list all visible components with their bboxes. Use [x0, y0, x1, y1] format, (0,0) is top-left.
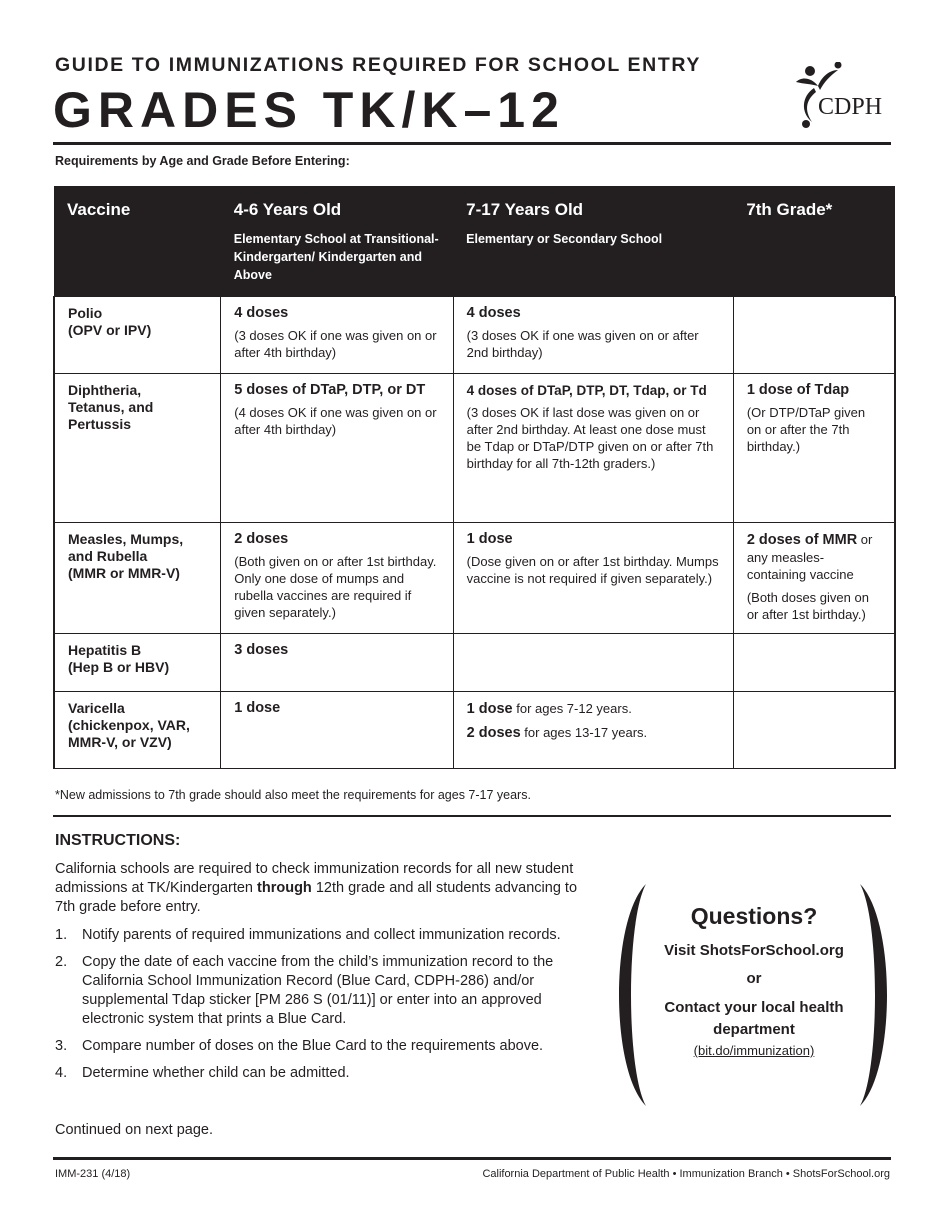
instructions-intro: California schools are required to check immunization records for all new student admissions at TK/Kindergarten through 12th grade and all students advancing to 7th grade before entry. [55, 861, 578, 915]
cell-4-6: 4 doses (3 doses OK if one was given on or after 4th birthday) [221, 297, 453, 374]
cell-7th-grade [733, 297, 895, 374]
cell-7th-grade: 1 dose of Tdap (Or DTP/DTaP given on or after the 7th birthday.) [733, 374, 895, 523]
cell-7th-grade: 2 doses of MMR or any measles-containing vaccine (Both doses given on or after 1st birthday.) [733, 523, 895, 634]
header-vaccine: Vaccine [54, 186, 221, 297]
logo-text: CDPH [818, 94, 883, 120]
table-row-varicella [54, 692, 895, 769]
header-divider [53, 142, 891, 145]
cell-7-17: 4 doses of DTaP, DTP, DT, Tdap, or Td (3 doses OK if last dose was given on or after 2nd birthday. At least one dose must be Tdap or DTaP/DTP given on or after 7th birthday for all 7th-12th graders.) [453, 374, 733, 523]
list-item: 3. Compare number of doses on the Blue Card to the requirements above. [55, 1038, 544, 1054]
list-item: 1. Notify parents of required immunizations and collect immunization records. [55, 927, 561, 943]
vaccine-name: Diphtheria, Tetanus, and Pertussis [54, 374, 221, 523]
cell-7-17: 1 dose for ages 7-12 years. 2 doses for ages 13-17 years. [453, 692, 733, 769]
document-subtitle: GUIDE TO IMMUNIZATIONS REQUIRED FOR SCHOOL ENTRY [55, 54, 701, 76]
table-row-mmr [54, 523, 895, 634]
contact-text: Contact your local health department [664, 999, 844, 1038]
cell-7th-grade [733, 692, 895, 769]
document-title: GRADES TK/K–12 [53, 82, 565, 138]
cell-4-6: 1 dose [221, 692, 453, 769]
header-7th-grade: 7th Grade* [733, 186, 895, 297]
cdph-logo [788, 62, 900, 132]
instructions-list [55, 926, 600, 1091]
footnote: *New admissions to 7th grade should also meet the requirements for ages 7-17 years. [55, 788, 531, 802]
footer-org: California Department of Public Health • Immunization Branch • ShotsForSchool.org [482, 1168, 890, 1180]
table-header-row [54, 186, 895, 297]
form-id: IMM-231 (4/18) [55, 1168, 131, 1180]
cell-7-17: 1 dose (Dose given on or after 1st birthday. Mumps vaccine is not required if given separately.) [453, 523, 733, 634]
cell-7-17 [453, 634, 733, 692]
cell-4-6: 3 doses [221, 634, 453, 692]
cell-4-6: 5 doses of DTaP, DTP, or DT (4 doses OK if one was given on or after 4th birthday) [221, 374, 453, 523]
list-item: 2. Copy the date of each vaccine from the child’s immunization record to the California School Immunization Record (Blue Card, CDPH-286) and/or supplemental Tdap sticker [PM 286 S (01/11)] or enter into an approved electronic system that prints a Blue Card. [55, 954, 554, 1027]
continued-note: Continued on next page. [55, 1122, 214, 1138]
vaccine-name: Polio (OPV or IPV) [54, 297, 221, 374]
cell-7th-grade [733, 634, 895, 692]
cell-4-6: 2 doses (Both given on or after 1st birthday. Only one dose of mumps and rubella vaccines are required if given separately.) [221, 523, 453, 634]
table-row-hepb [54, 634, 895, 692]
vaccine-name: Measles, Mumps, and Rubella (MMR or MMR-V) [54, 523, 221, 634]
footer-divider [53, 1157, 891, 1160]
header-4-6-years: 4-6 Years Old Elementary School at Transitional-Kindergarten/ Kindergarten and Above [221, 186, 453, 297]
questions-title: Questions? [690, 903, 818, 929]
list-item: 4. Determine whether child can be admitted. [55, 1065, 350, 1081]
vaccine-name: Hepatitis B (Hep B or HBV) [54, 634, 221, 692]
header-7-17-years: 7-17 Years Old Elementary or Secondary School [453, 186, 733, 297]
immunization-link[interactable]: (bit.do/immunization) [693, 1043, 815, 1058]
requirements-label: Requirements by Age and Grade Before Entering: [55, 154, 350, 168]
requirements-table [53, 186, 896, 769]
table-row-polio [54, 297, 895, 374]
vaccine-name: Varicella (chickenpox, VAR, MMR-V, or VZV) [54, 692, 221, 769]
table-row-dtp [54, 374, 895, 523]
section-divider [53, 815, 891, 817]
cell-7-17: 4 doses (3 doses OK if one was given on or after 2nd birthday) [453, 297, 733, 374]
or-text: or [746, 970, 762, 987]
instructions-title: INSTRUCTIONS: [55, 832, 181, 849]
questions-box [648, 903, 860, 1058]
right-bracket-shape [860, 884, 887, 1106]
visit-text: Visit ShotsForSchool.org [664, 942, 844, 959]
left-bracket-shape [619, 884, 646, 1106]
